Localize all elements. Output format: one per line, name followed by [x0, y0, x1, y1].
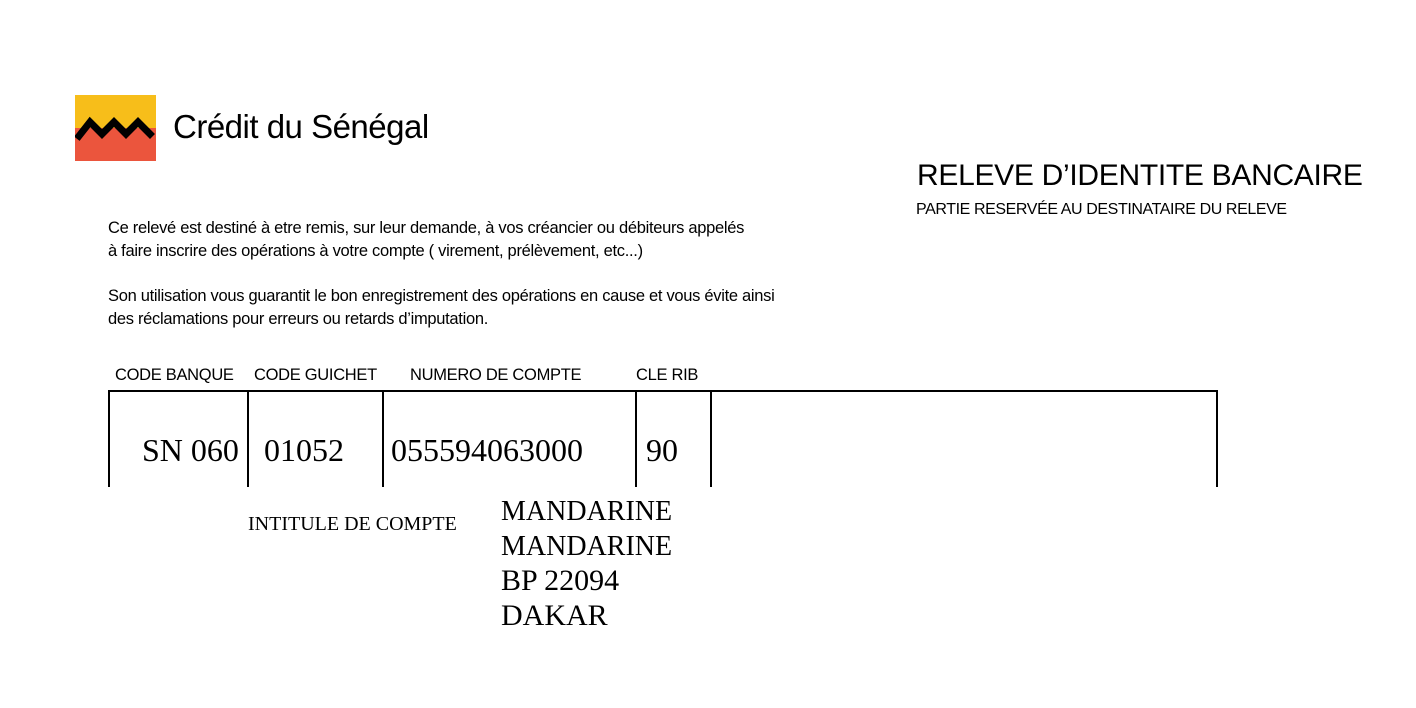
intro-paragraph-2 — [108, 285, 774, 331]
value-code-guichet: 01052 — [264, 432, 344, 468]
value-numero-compte: 055594063000 — [391, 432, 583, 468]
bank-name: Crédit du Sénégal — [173, 108, 429, 145]
intro-line: des réclamations pour erreurs ou retards d’imputation. — [108, 310, 488, 328]
document-subtitle: PARTIE RESERVÉE AU DESTINATAIRE DU RELEVE — [916, 201, 1287, 218]
value-code-banque: SN 060 — [142, 432, 239, 468]
account-holder-line: MANDARINE — [501, 496, 673, 527]
account-holder-line: DAKAR — [501, 599, 608, 632]
rib-table-divider — [635, 390, 637, 487]
header-cle-rib: CLE RIB — [636, 366, 699, 384]
rib-table-divider — [382, 390, 384, 487]
intro-line: Son utilisation vous guarantit le bon enregistrement des opérations en cause et vous évite ainsi — [108, 287, 775, 305]
intro-paragraph-1 — [108, 217, 744, 263]
header-numero-compte: NUMERO DE COMPTE — [410, 366, 582, 384]
rib-table-divider — [247, 390, 249, 487]
document-title: RELEVE D’IDENTITE BANCAIRE — [917, 159, 1363, 192]
intro-line: Ce relevé est destiné à etre remis, sur leur demande, à vos créancier ou débiteurs appelés — [108, 219, 745, 237]
header-code-guichet: CODE GUICHET — [254, 366, 377, 384]
rib-table-divider — [108, 390, 110, 487]
intro-line: à faire inscrire des opérations à votre compte ( virement, prélèvement, etc...) — [108, 242, 643, 260]
rib-table-divider — [1216, 390, 1218, 487]
logo-wave-icon — [75, 95, 156, 161]
account-holder-label: INTITULE DE COMPTE — [248, 513, 457, 535]
rib-table-top-border — [108, 390, 1218, 392]
bank-logo — [75, 95, 156, 161]
account-holder-line: BP 22094 — [501, 564, 620, 597]
rib-table-divider — [710, 390, 712, 487]
value-cle-rib: 90 — [646, 432, 678, 468]
header-code-banque: CODE BANQUE — [115, 366, 234, 384]
account-holder-line: MANDARINE — [501, 531, 673, 562]
